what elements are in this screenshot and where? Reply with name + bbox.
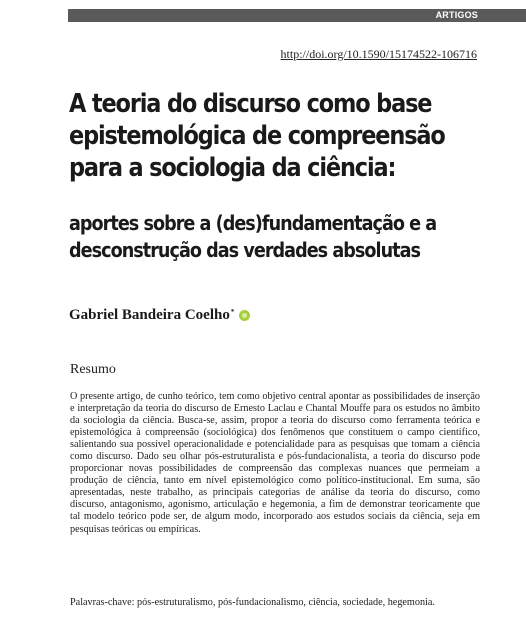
keywords-terms: pós-estruturalismo, pós-fundacionalismo, ciência, sociedade, hegemonia. — [137, 597, 435, 608]
keywords-label: Palavras-chave: — [70, 597, 135, 608]
doi-link[interactable]: http://doi.org/10.1590/15174522-106716 — [280, 47, 477, 61]
orcid-icon[interactable] — [239, 310, 250, 321]
article-title — [69, 88, 445, 184]
title-line: para a sociologia da ciência: — [69, 153, 396, 183]
article-subtitle — [69, 210, 439, 264]
title-line: epistemológica de compreensão — [69, 121, 445, 151]
title-line: A teoria do discurso como base — [69, 89, 432, 119]
abstract-heading: Resumo — [70, 362, 116, 377]
section-label: ARTIGOS — [435, 10, 478, 20]
author-name: Gabriel Bandeira Coelho — [69, 307, 230, 323]
abstract-text: O presente artigo, de cunho teórico, tem como objetivo central apontar as possibilidades de inserção e interpretação da teoria do discurso de Ernesto Laclau e Chantal Mouffe para os estudos no âmbito da sociologia da ciência. Busca-se, assim, propor a teoria do discurso como ferramenta teórica e epistemológica à compreensão (sociológica) dos fenômenos que constituem o campo científico, salientando sua possível operacionalidade e potencialidade para as pesquisas que tomam a ciência como discurso. Dado seu olhar pós-estruturalista e pós-fundacionalista, a teoria do discurso pode proporcionar novas possibilidades de compreensão das complexas nuances que permeiam a produção de ciência, tanto em nível epistemológico como político-institucional. Em suma, são apresentadas, neste trabalho, as principais categorias de análise da teoria do discurso, como discurso, antagonismo, agonismo, articulação e hegemonia, a fim de demonstrar teoricamente que tal modelo teórico pode ser, de algum modo, incorporado aos estudos sociais da ciência, seja em pesquisas teóricas ou empíricas. — [70, 391, 480, 535]
author-footnote-mark: * — [230, 307, 235, 316]
author-line — [69, 307, 250, 324]
keywords — [70, 597, 490, 609]
section-label-bar — [68, 9, 526, 22]
subtitle-line: desconstrução das verdades absolutas — [69, 238, 420, 262]
subtitle-line: aportes sobre a (des)fundamentação e a — [69, 211, 437, 235]
